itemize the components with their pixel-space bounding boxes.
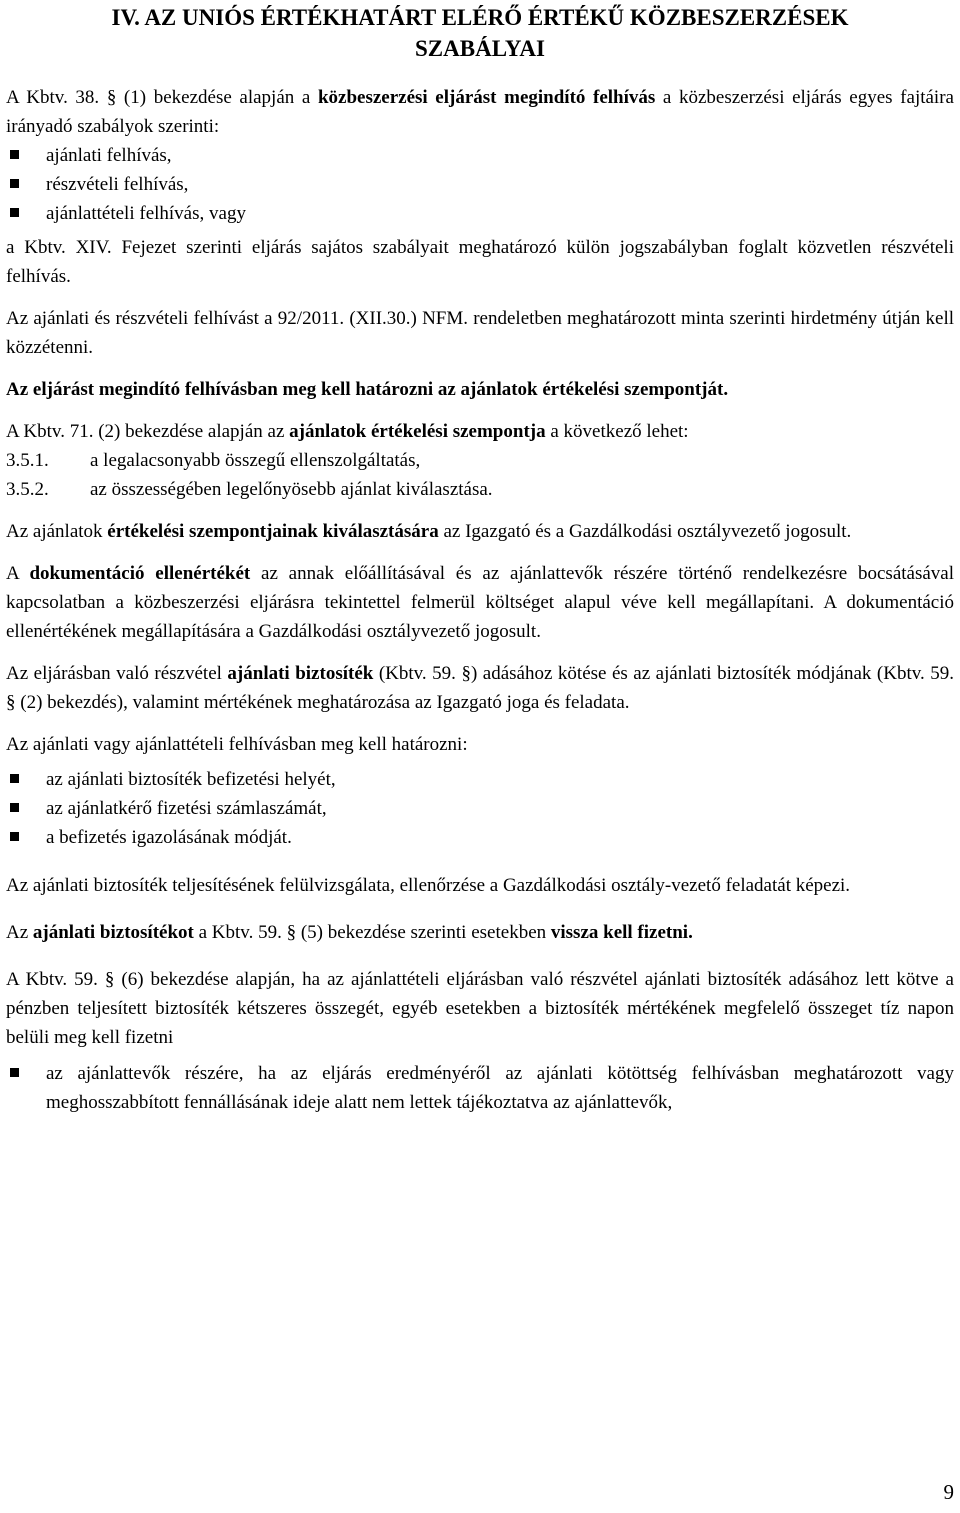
heading-line-2: SZABÁLYAI [415, 36, 545, 61]
square-bullet-icon [10, 179, 19, 188]
requirements-intro-paragraph: Az ajánlati vagy ajánlattételi felhívásban meg kell határozni: [6, 734, 468, 755]
invitation-type-list [6, 141, 954, 228]
publication-paragraph: Az ajánlati és részvételi felhívást a 92/2011. (XII.30.) NFM. rendeletben meghatározott minta szerinti hirdetmény útján kell közzétenni. [6, 308, 954, 358]
kbtv-59-paragraph: A Kbtv. 59. § (6) bekezdése alapján, ha az ajánlattételi eljárásban való részvétel ajánlati biztosíték adásához lett kötve a pénzben teljesített biztosíték kétszeres összegét, egyéb esetekben a biztosíték mértékének megfelelő összeget tíz napon belüli meg kell fizetni [6, 969, 954, 1048]
document-page [6, 0, 954, 1117]
section-sign: § [106, 87, 117, 108]
list-item: részvételi felhívás, [6, 170, 954, 199]
square-bullet-icon [10, 803, 19, 812]
evaluation-criteria-paragraph: Az eljárást megindító felhívásban meg kell határozni az ajánlatok értékelési szempontját. [6, 379, 729, 400]
square-bullet-icon [10, 150, 19, 159]
list-item: az ajánlatkérő fizetési számlaszámát, [6, 794, 954, 823]
list-item: a befizetés igazolásának módját. [6, 823, 954, 852]
list-item: az ajánlattevők részére, ha az eljárás eredményéről az ajánlati kötöttség felhívásban meghatározott vagy meghosszabbított fennállásának ideje alatt nem lettek tájékoztatva az ajánlattevők, [6, 1059, 954, 1117]
square-bullet-icon [10, 1068, 19, 1077]
page-number: 9 [943, 1480, 954, 1504]
numbered-criteria-list [6, 446, 954, 504]
criteria-selection-paragraph: Az ajánlatok értékelési szempontjainak kiválasztására az Igazgató és a Gazdálkodási osztályvezető jogosult. [6, 521, 852, 542]
list-item: 3.5.2. az összességében legelőnyösebb ajánlat kiválasztása. [6, 479, 493, 500]
list-item: az ajánlati biztosíték befizetési helyét, [6, 765, 954, 794]
bid-bond-details-list [6, 765, 954, 852]
square-bullet-icon [10, 774, 19, 783]
documentation-fee-paragraph: A dokumentáció ellenértékét az annak előállításával és az ajánlattevők részére történő rendelkezésre bocsátásával kapcsolatban a közbeszerzési eljárásra tekintettel felmerül költséget alapul véve kell megállapítani. A dokumentáció ellenértékének megállapítására a Gazdálkodási osztályvezető jogosult. [6, 563, 954, 642]
bid-bond-paragraph: Az eljárásban való részvétel ajánlati biztosíték (Kbtv. 59. §) adásához kötése és az ajánlati biztosíték módjának (Kbtv. 59. § (2) bekezdés), valamint mértékének meghatározása az Igazgató joga és feladata. [6, 663, 955, 713]
square-bullet-icon [10, 208, 19, 217]
chapter-xiv-paragraph: a Kbtv. XIV. Fejezet szerinti eljárás sajátos szabályait meghatározó külön jogszabályban foglalt közvetlen részvételi felhívás. [6, 237, 954, 287]
section-heading [6, 0, 954, 64]
payment-cases-list [6, 1059, 954, 1117]
square-bullet-icon [10, 832, 19, 841]
heading-line-1: IV. AZ UNIÓS ÉRTÉKHATÁRT ELÉRŐ ÉRTÉKŰ KÖZBESZERZÉSEK [111, 5, 849, 30]
list-item: 3.5.1. a legalacsonyabb összegű ellenszolgáltatás, [6, 450, 421, 471]
verification-paragraph: Az ajánlati biztosíték teljesítésének felülvizsgálata, ellenőrzése a Gazdálkodási osztály-vezető feladatát képezi. [6, 875, 851, 896]
list-item: ajánlattételi felhívás, vagy [6, 199, 954, 228]
intro-paragraph: A Kbtv. 38. § (1) bekezdése alapján a közbeszerzési eljárást megindító felhívás a közbeszerzési eljárás egyes fajtáira irányadó szabályok szerinti: [6, 87, 954, 137]
refund-paragraph: Az ajánlati biztosítékot a Kbtv. 59. § (5) bekezdése szerinti esetekben vissza kell fizetni. [6, 922, 693, 943]
list-item: ajánlati felhívás, [6, 141, 954, 170]
kbtv-71-paragraph: A Kbtv. 71. (2) bekezdése alapján az ajánlatok értékelési szempontja a következő lehet: [6, 421, 689, 442]
